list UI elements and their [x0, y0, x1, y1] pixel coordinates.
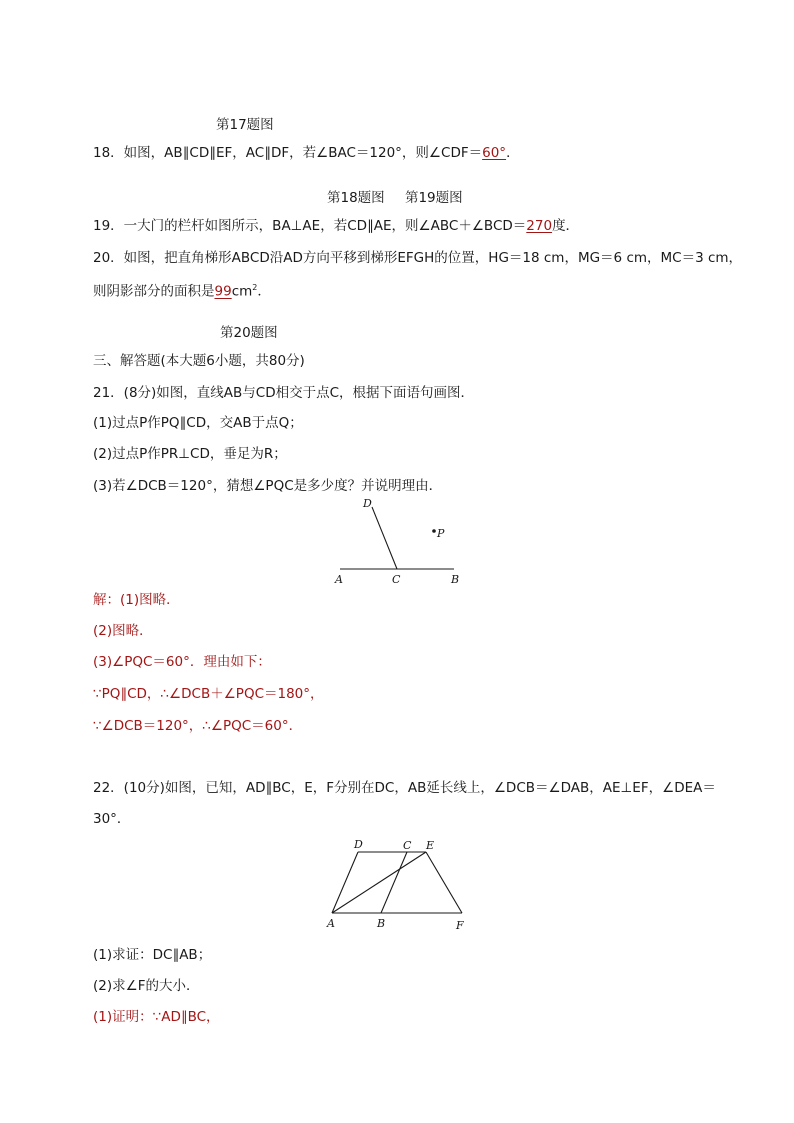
label-d: D	[354, 838, 363, 851]
question-22-figure	[322, 835, 472, 933]
question-18-answer: 60°	[482, 145, 507, 161]
question-21-figure	[330, 495, 470, 590]
question-22-stem-line2: 30°．	[93, 811, 131, 827]
question-21-solution-5: ∵∠DCB＝120°，∴∠PQC＝60°．	[93, 718, 303, 734]
question-22-part2: (2)求∠F的大小．	[93, 978, 200, 994]
question-22-stem-line1: 22．(10分)如图，已知，AD∥BC，E，F分别在DC，AB延长线上，∠DCB＝∠DAB，AE⊥EF，∠DEA＝	[93, 780, 716, 796]
label-f: F	[456, 919, 464, 932]
question-20-line2	[93, 279, 271, 301]
question-21-solution-3: (3)∠PQC＝60°．理由如下：	[93, 654, 271, 670]
question-20-unit-superscript: 2	[252, 283, 258, 292]
question-21-part2: (2)过点P作PR⊥CD，垂足为R；	[93, 446, 287, 462]
question-22-part1: (1)求证：DC∥AB；	[93, 947, 212, 963]
figure-18-19-caption: 第18题图 第19题图	[327, 190, 463, 206]
question-20-end: ．	[257, 283, 271, 300]
section-3-heading: 三、解答题(本大题6小题，共80分)	[93, 353, 305, 369]
question-19-text: 19．一大门的栏杆如图所示，BA⊥AE，若CD∥AE，则∠ABC＋∠BCD＝	[93, 218, 527, 234]
figure-17-caption: 第17题图	[216, 117, 274, 133]
question-19-answer: 270	[526, 218, 553, 234]
question-21-stem: 21．(8分)如图，直线AB与CD相交于点C，根据下面语句画图．	[93, 385, 475, 401]
label-c: C	[392, 573, 401, 586]
label-p: P	[437, 527, 445, 540]
question-21-solution-4: ∵PQ∥CD，∴∠DCB＋∠PQC＝180°，	[93, 686, 324, 702]
label-b: B	[377, 917, 386, 930]
question-20-unit: cm	[231, 283, 253, 300]
question-18-end: ．	[506, 145, 520, 161]
label-d: D	[363, 497, 372, 510]
question-21-part1: (1)过点P作PQ∥CD，交AB于点Q；	[93, 415, 303, 431]
segment-ad	[332, 852, 358, 913]
point-p	[432, 529, 436, 533]
figure-20-caption: 第20题图	[220, 325, 278, 341]
segment-ef	[426, 852, 462, 913]
label-c: C	[403, 839, 412, 852]
question-20-answer: 99	[214, 283, 232, 300]
question-20-text: 则阴影部分的面积是	[93, 283, 215, 300]
question-21-part3: (3)若∠DCB＝120°，猜想∠PQC是多少度？并说明理由．	[93, 478, 443, 494]
segment-bc	[381, 852, 407, 913]
question-22-proof-1: (1)证明：∵AD∥BC，	[93, 1009, 220, 1025]
label-a: A	[335, 573, 343, 586]
question-20-line1: 20．如图，把直角梯形ABCD沿AD方向平移到梯形EFGH的位置，HG＝18 cm，MG＝6 cm，MC＝3 cm，	[93, 250, 743, 266]
segment-ae	[332, 852, 426, 913]
question-19	[93, 217, 579, 235]
question-21-solution-1: 解：(1)图略．	[93, 592, 180, 608]
label-b: B	[451, 573, 460, 586]
label-a: A	[327, 917, 335, 930]
line-cd	[372, 507, 397, 569]
question-18	[93, 144, 520, 162]
question-19-end: 度．	[552, 218, 580, 234]
label-e: E	[426, 839, 435, 852]
question-21-solution-2: (2)图略．	[93, 623, 153, 639]
question-18-text: 18．如图，AB∥CD∥EF，AC∥DF，若∠BAC＝120°，则∠CDF＝	[93, 145, 483, 161]
